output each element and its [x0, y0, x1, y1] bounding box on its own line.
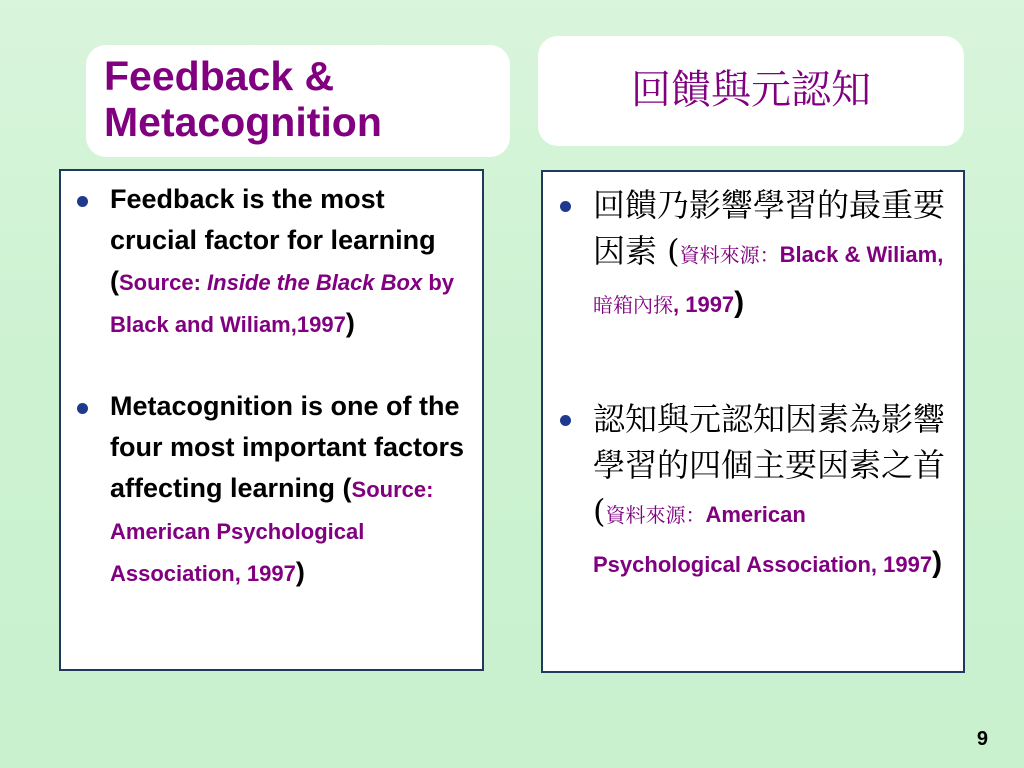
- bullet-text: Feedback is the most crucial factor for learning (: [110, 184, 436, 296]
- close-paren: ): [734, 286, 745, 319]
- bullet-text: 回饋乃影響學習的最重要因素 (: [593, 186, 946, 270]
- chinese-content-panel: [541, 170, 965, 673]
- english-bullet-feedback: [110, 179, 470, 345]
- bullet-text: 認知與元認知因素為影響學習的四個主要因素之首 (: [593, 400, 946, 530]
- source-citation: Source: American Psychological Association, 1997: [110, 477, 434, 586]
- title-chinese-box: [538, 36, 964, 146]
- page-number: 9: [976, 728, 988, 750]
- source-authors: by Black and Wiliam,1997: [110, 270, 455, 337]
- source-book-title: Inside the Black Box: [207, 270, 423, 295]
- bullet-dot-icon: [560, 415, 571, 426]
- title-english-box: [86, 45, 510, 157]
- english-bullet-metacognition: [110, 386, 470, 594]
- close-paren: ): [345, 308, 355, 338]
- bullet-text: Metacognition is one of the four most important factors affecting learning (: [110, 391, 465, 503]
- bullet-dot-icon: [560, 201, 571, 212]
- source-label: 資料來源：: [605, 503, 706, 527]
- title-english-line1: Feedback &: [104, 53, 335, 99]
- bullet-dot-icon: [77, 196, 88, 207]
- source-citation: American Psychological Association, 1997: [593, 502, 933, 577]
- source-book-title: 暗箱內探: [593, 293, 673, 317]
- title-english-line2: Metacognition: [104, 99, 382, 145]
- title-english: [104, 53, 382, 145]
- source-authors: Black & Wiliam,: [779, 242, 944, 267]
- close-paren: ): [932, 546, 943, 579]
- source-year: , 1997: [673, 292, 735, 317]
- english-content-panel: [59, 169, 484, 671]
- title-chinese: 回饋與元認知: [631, 67, 871, 113]
- source-label: Source:: [119, 270, 208, 295]
- source-label: 資料來源：: [679, 243, 780, 267]
- chinese-bullet-metacognition: [593, 396, 955, 588]
- bullet-dot-icon: [77, 403, 88, 414]
- close-paren: ): [295, 557, 305, 587]
- chinese-bullet-feedback: [593, 182, 955, 328]
